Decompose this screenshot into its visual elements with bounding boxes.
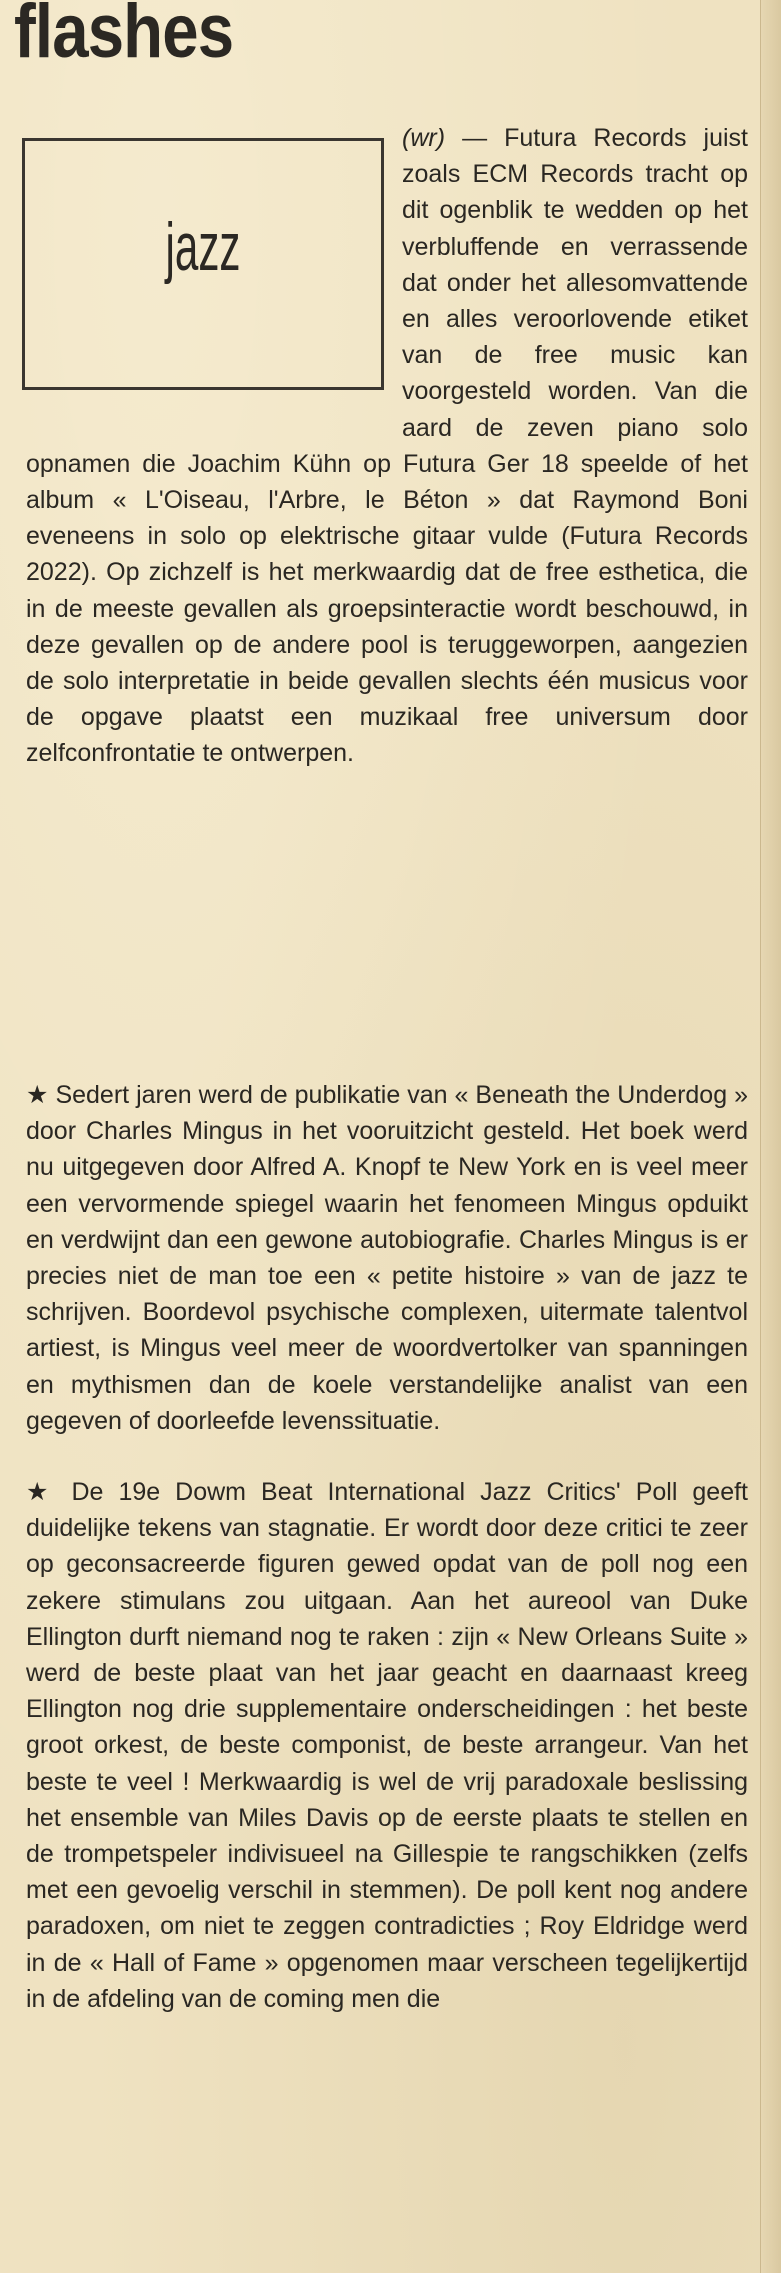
adjacent-column-edge bbox=[760, 0, 781, 2273]
column-title: flashes bbox=[14, 0, 234, 74]
article-paragraph-1 bbox=[26, 120, 748, 772]
byline: (wr) bbox=[402, 124, 446, 152]
article-paragraph-3: ★ De 19e Dowm Beat International Jazz Critics' Poll geeft duidelijke tekens van stagnatie. Er wordt door deze critici te zeer op geconsacreerde figuren gewed opdat van de poll nog een zekere stimulans zou uitgaan. Aan het aureool van Duke Ellington durft niemand nog te raken : zijn « New Orleans Suite » werd de beste plaat van het jaar geacht en daarnaast kreeg Ellington nog drie supplementaire onderscheidingen : het beste groot orkest, de beste componist, de beste arrangeur. Van het beste te veel ! Merkwaardig is wel de vrij paradoxale beslissing het ensemble van Miles Davis op de eerste plaats te stellen en de trompetspeler indivisueel na Gillespie te rangschikken (zelfs met een gevoelig verschil in stemmen). De poll kent nog andere paradoxen, om niet te zeggen contradicties ; Roy Eldridge werd in de « Hall of Fame » opgenomen maar verscheen tegelijkertijd in de afdeling van de coming men die bbox=[26, 1478, 748, 2013]
paragraph-1-body: — Futura Records juist zoals ECM Records tracht op dit ogenblik te wedden op het verbluffende en verrassende dat onder het allesomvattende en alles veroorlovende etiket van de free music kan voorgesteld worden. Van die aard de zeven piano solo opnamen die Joachim Kühn op Futura Ger 18 speelde of het album « L'Oiseau, l'Arbre, le Béton » dat Raymond Boni eveneens in solo op elektrische gitaar vulde (Futura Records 2022). Op zichzelf is het merkwaardig dat de free esthetica, die in de meeste gevallen als groepsinteractie wordt beschouwd, in deze gevallen op de andere pool is teruggeworpen, aangezien de solo interpretatie in beide gevallen slechts één musicus voor de opgave plaatst een muzikaal free universum door zelfconfrontatie te ontwerpen. bbox=[26, 124, 748, 768]
box-wrap-space bbox=[26, 120, 396, 410]
article-paragraph-2: ★ Sedert jaren werd de publikatie van « Beneath the Underdog » door Charles Mingus in het vooruitzicht gesteld. Het boek werd nu uitgegeven door Alfred A. Knopf te New York en is veel meer een vervormende spiegel waarin het fenomeen Mingus opduikt en verdwijnt dan een gewone autobiografie. Charles Mingus is er precies niet de man toe een « petite histoire » van de jazz te schrijven. Boordevol psychische complexen, uitermate talentvol artiest, is Mingus veel meer de woordvertolker van spanningen en mythismen dan de koele verstandelijke analist van een gegeven of doorleefde levenssituatie. bbox=[26, 1081, 748, 1435]
section-box-label: jazz bbox=[165, 209, 241, 285]
